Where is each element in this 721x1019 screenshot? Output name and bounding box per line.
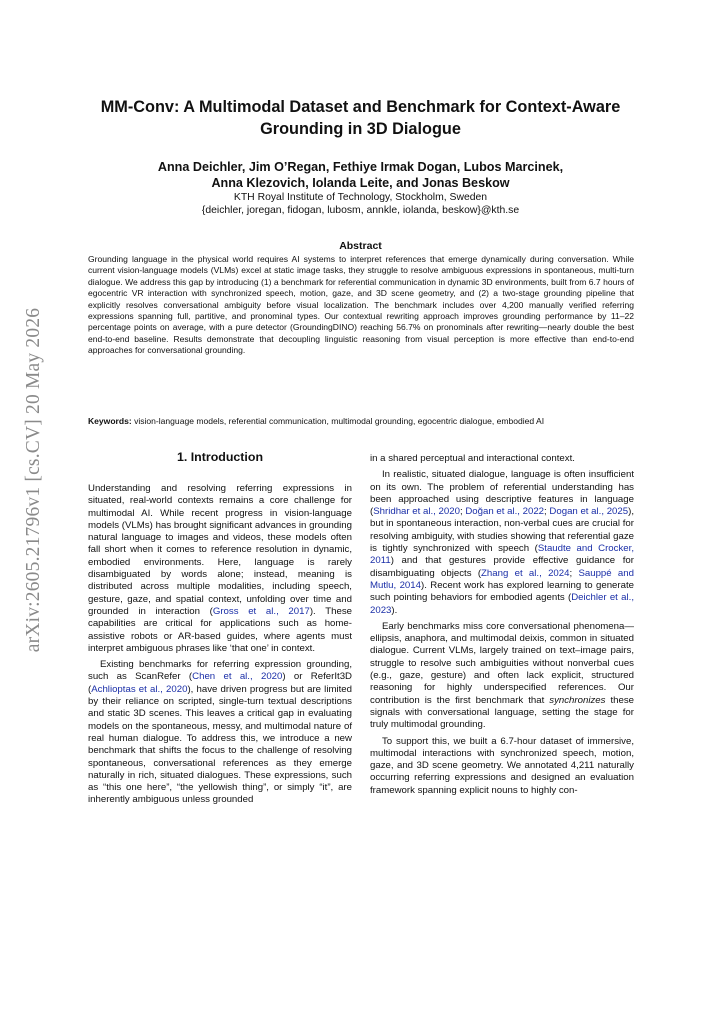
intro-paragraph-2 <box>88 659 352 807</box>
text-run: ; <box>544 506 550 518</box>
citation-link[interactable]: Doğan et al., 2022 <box>465 506 545 518</box>
intro-paragraph-3 <box>370 469 634 617</box>
text-run: Early benchmarks miss core conversational phenomena—ellipsis, anaphora, and multimodal deixis, common in situated dialogue. Current VLMs, largely trained on text–image pairs, struggle to resolve such ambiguities without nonverbal cues (e.g., gaze, gesture) and often lack explicit, structured reasoning for highly underspecified references. Our contribution is the first benchmark that <box>370 620 634 706</box>
citation-link[interactable]: Staudte and Crocker, 2011 <box>370 543 634 567</box>
citation-link[interactable]: Chen et al., 2020 <box>192 671 283 683</box>
keywords-label: Keywords: <box>88 416 132 426</box>
citation-link[interactable]: Gross et al., 2017 <box>212 605 310 617</box>
paper-title: MM-Conv: A Multimodal Dataset and Benchmark for Context-Aware Grounding in 3D Dialogue <box>100 98 621 138</box>
intro-paragraph-5: To support this, we built a 6.7-hour dataset of immersive, multimodal interactions with synchronized speech, motion, gaze, and 3D scene geometry. We annotated 4,211 naturally occurring referring expressions and designed an evaluation framework spanning explicit nouns to highly con- <box>370 735 634 796</box>
text-run: ). These capabilities are critical for applications such as home-assistive robots or AR-based guides, where agents must interpret ambiguous phrases like ‘that one’ in context. <box>88 605 352 654</box>
author-line-2: Anna Klezovich, Iolanda Leite, and Jonas Beskow <box>211 175 510 190</box>
left-column <box>88 450 352 807</box>
arxiv-id: arXiv:2605.21796v1 [cs.CV] 20 May 2026 <box>23 307 44 653</box>
citation-link[interactable]: Deichler et al., 2023 <box>370 592 634 616</box>
affiliation: KTH Royal Institute of Technology, Stockholm, Sweden <box>233 192 488 203</box>
author-line-1: Anna Deichler, Jim O’Regan, Fethiye Irmak Dogan, Lubos Marcinek, <box>157 160 564 174</box>
text-run: ; <box>569 567 579 579</box>
text-run: ). Recent work has explored learning to generate such pointing behaviors for embodied agents ( <box>370 579 634 604</box>
intro-paragraph-1 <box>88 483 352 655</box>
text-run: ), have driven progress but are limited by their reliance on scripted, single-turn textual descriptions and static 3D scenes. This leaves a critical gap in evaluating models on the spontaneous, messy, and multimodal nature of real human dialogue. To address this, we introduce a new benchmark that shifts the focus to the challenge of resolving spontaneous, conversational references as they emerge naturally in rich, situated dialogues. These expressions, such as “this one here”, “the yellowish thing”, or simply “it”, are inherently ambiguous unless grounded <box>88 683 352 806</box>
abstract-text: Grounding language in the physical world requires AI systems to interpret references that emerge dynamically during conversation. While current vision-language models (VLMs) excel at static image tasks, they struggle to resolve ambiguous expressions in spontaneous, multi-turn dialogue. We address this gap by introducing (1) a benchmark for referential communication in dynamic 3D environments, built from 6.7 hours of egocentric VR interaction with synchronized speech, motion, gaze, and 3D scene geometry, and (2) a two-stage grounding pipeline that explicitly resolves conversational ambiguity before visual localization. The benchmark includes over 4,200 manually verified referring expressions spanning full, partitive, and pronominal types. Our contextual rewriting approach improves grounding performance by 11–22 percentage points on average, with a pure detector (GroundingDINO) reaching 56.7% on pronominals after rewriting—nearly double the best end-to-end baseline. Results demonstrate that decoupling linguistic reasoning from visual perception is more effective than end-to-end approaches for conversational grounding. <box>88 254 634 356</box>
emphasis: synchronizes <box>549 694 606 706</box>
text-run: In realistic, situated dialogue, language is often insufficient on its own. The problem of referential understanding has been approached using descriptive features in language ( <box>370 469 634 518</box>
intro-paragraph-4 <box>370 621 634 732</box>
text-run: ) or ReferIt3D ( <box>88 671 352 695</box>
text-run: these signals with conversational language, setting the stage for truly multimodal grounding. <box>370 694 634 731</box>
section-heading-introduction: 1. Introduction <box>176 450 264 464</box>
text-run: ) and that gestures provide effective guidance for disambiguating objects ( <box>370 555 634 579</box>
text-run: ; <box>459 506 466 518</box>
right-column <box>370 453 634 797</box>
intro-paragraph-2-continued: in a shared perceptual and interactional context. <box>370 453 575 464</box>
arxiv-stamp <box>14 290 54 670</box>
citation-link[interactable]: Shridhar et al., 2020 <box>373 506 460 518</box>
text-run: Existing benchmarks for referring expression grounding, such as ScanRefer ( <box>88 659 352 683</box>
abstract-heading: Abstract <box>339 240 382 252</box>
text-run: ). <box>391 604 398 616</box>
citation-link[interactable]: Achlioptas et al., 2020 <box>91 683 188 695</box>
text-run: Understanding and resolving referring expressions in situated, real-world contexts remains a core challenge for multimodal AI. While recent progress in vision-language models (VLMs) has brought significant advances in grounding natural language to images and videos, these models often fall short when it comes to reference resolution in dynamic, embodied environments. Here, language is rarely disambiguated by words alone; instead, meaning is distributed across multiple modalities, including speech, gesture, gaze, and spatial context, unfolding over time and grounded in interaction ( <box>88 483 352 617</box>
keywords <box>88 416 634 427</box>
author-emails: {deichler, joregan, fidogan, lubosm, annkle, iolanda, beskow}@kth.se <box>201 205 520 216</box>
citation-link[interactable]: Sauppé and Mutlu, 2014 <box>370 567 634 591</box>
citation-link[interactable]: Zhang et al., 2024 <box>481 567 570 579</box>
text-run: ), but in spontaneous interaction, non-verbal cues are crucial for resolving ambiguity, with studies showing that referential gaze is tightly synchronized with speech ( <box>370 506 634 555</box>
affiliation-block <box>60 191 661 217</box>
keywords-text: vision-language models, referential communication, multimodal grounding, egocentric dialogue, embodied AI <box>134 416 545 426</box>
citation-link[interactable]: Dogan et al., 2025 <box>549 506 629 518</box>
author-list <box>60 160 661 191</box>
